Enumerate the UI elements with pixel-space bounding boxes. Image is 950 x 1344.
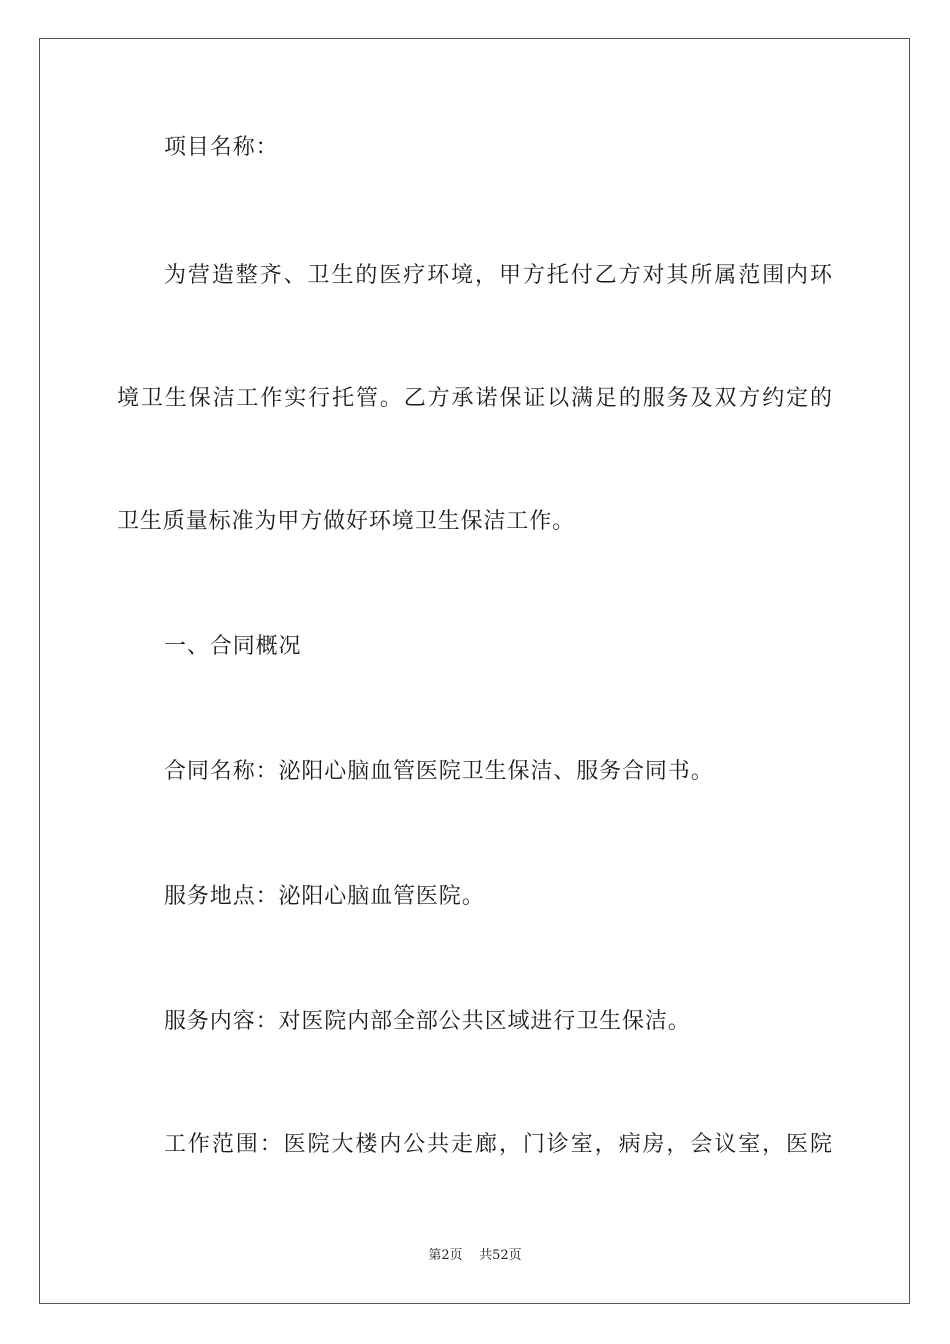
page-number: 第2页 xyxy=(428,1248,463,1263)
section-heading-contract-overview: 一、合同概况 xyxy=(164,634,302,659)
service-location-line: 服务地点：泌阳心脑血管医院。 xyxy=(164,884,485,909)
project-name-label: 项目名称： xyxy=(164,135,279,160)
work-scope-line: 工作范围：医院大楼内公共走廊，门诊室，病房，会议室，医院 xyxy=(164,1132,832,1157)
service-content-line: 服务内容：对医院内部全部公共区域进行卫生保洁。 xyxy=(164,1009,691,1034)
page-footer xyxy=(0,1248,950,1264)
page-border xyxy=(39,38,910,1304)
contract-name-line: 合同名称：泌阳心脑血管医院卫生保洁、服务合同书。 xyxy=(164,759,714,784)
intro-paragraph-line-1: 为营造整齐、卫生的医疗环境，甲方托付乙方对其所属范围内环 xyxy=(164,263,832,288)
intro-paragraph-line-2: 境卫生保洁工作实行托管。乙方承诺保证以满足的服务及双方约定的 xyxy=(117,386,832,411)
total-pages: 共52页 xyxy=(479,1248,522,1263)
intro-paragraph-line-3: 卫生质量标准为甲方做好环境卫生保洁工作。 xyxy=(117,509,576,534)
